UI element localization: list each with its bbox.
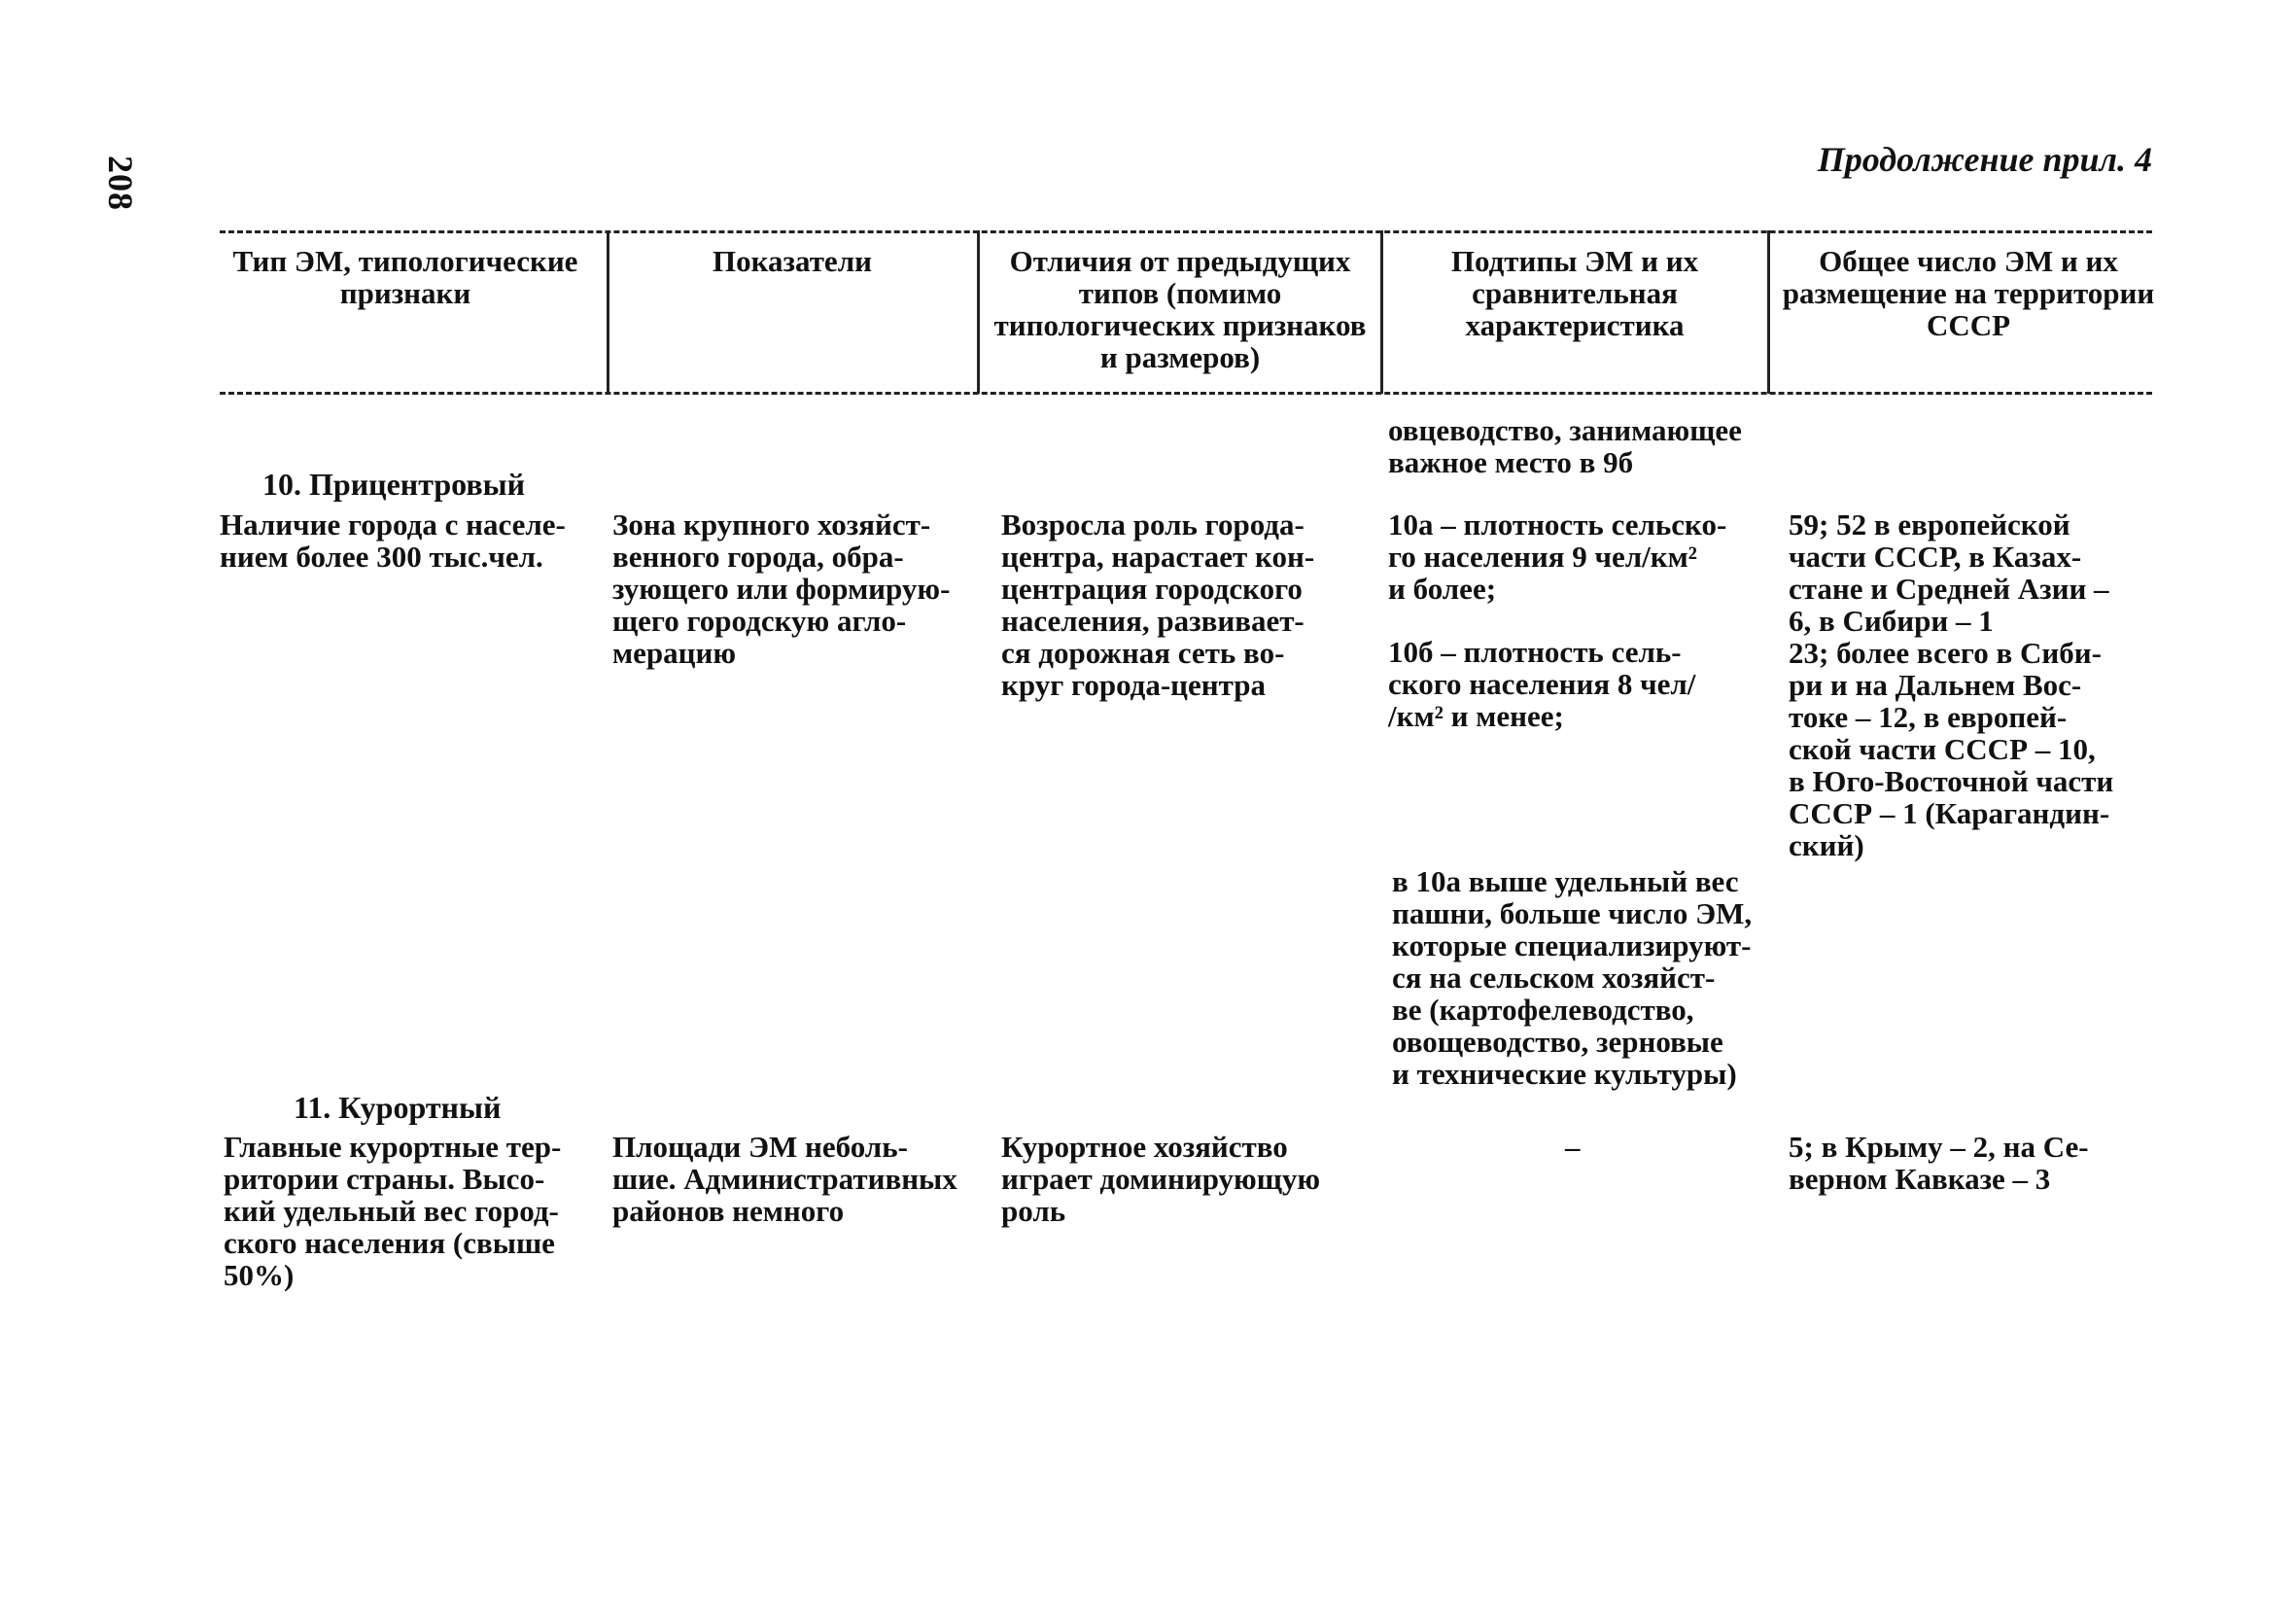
type-11-title: 11. Курортный bbox=[294, 1090, 502, 1125]
header-separator-2 bbox=[977, 230, 980, 394]
column-header-subtypes: Подтипы ЭМ и их сравнительная характеристика bbox=[1450, 244, 1699, 342]
type-11-differences: Курортное хозяйство играет доминирующую роль bbox=[1001, 1130, 1321, 1228]
column-header-differences: Отличия от предыдущих типов (помимо типологических признаков и размеров) bbox=[993, 244, 1367, 374]
column-header-indicators: Показатели bbox=[713, 244, 872, 278]
table-top-rule bbox=[220, 230, 2152, 233]
type-10-placement-a: 59; 52 в европейской части СССР, в Казах- стане и Средней Азии – 6, в Сибири – 1 bbox=[1789, 507, 2109, 638]
carryover-text: овцеводство, занимающее важное место в 9б bbox=[1388, 413, 1742, 479]
type-11-placement: 5; в Крыму – 2, на Се- верном Кавказе – 3 bbox=[1789, 1130, 2089, 1196]
type-11-indicators: Площади ЭМ неболь- шие. Административных районов немного bbox=[612, 1130, 957, 1228]
continuation-label: Продолжение прил. 4 bbox=[1817, 140, 2152, 179]
type-10-subtype-a: 10а – плотность сельско- го населения 9 чел/км² и более; bbox=[1388, 507, 1727, 606]
type-10-indicators: Зона крупного хозяйст- венного города, обра- зующего или формирую- щего городскую агло- мерацию bbox=[612, 507, 951, 670]
column-header-type: Тип ЭМ, типологические признаки bbox=[232, 244, 578, 310]
type-10-subtype-b: 10б – плотность сель- ского населения 8 чел/ /км² и менее; bbox=[1388, 635, 1696, 733]
type-10-title: 10. Прицентровый bbox=[262, 467, 526, 502]
header-separator-4 bbox=[1767, 230, 1770, 394]
type-10-placement-b: 23; более всего в Сиби- ри и на Дальнем Вос- токе – 12, в европей- ской части СССР – 10, в Юго-Восточной части СССР – 1 (Карагандин- ский) bbox=[1789, 636, 2114, 862]
table-header-bottom-rule bbox=[220, 392, 2152, 395]
column-header-placement: Общее число ЭМ и их размещение на территории СССР bbox=[1782, 244, 2155, 342]
header-separator-1 bbox=[607, 230, 609, 394]
header-separator-3 bbox=[1380, 230, 1383, 394]
page-number: 208 bbox=[101, 156, 140, 211]
type-11-features: Главные курортные тер- ритории страны. Высо- кий удельный вес город- ского населения (свыше 50%) bbox=[224, 1130, 562, 1292]
type-10-differences: Возросла роль города- центра, нарастает кон- центрация городского населения, развивает- ся дорожная сеть во- круг города-центра bbox=[1001, 507, 1315, 702]
type-10-comparison: в 10а выше удельный вес пашни, больше число ЭМ, которые специализируют- ся на сельском хозяйст- ве (картофелеводство, овощеводство, зерновые и технические культуры) bbox=[1392, 864, 1753, 1091]
type-10-features: Наличие города с населе- нием более 300 тыс.чел. bbox=[220, 507, 566, 574]
type-11-subtypes: – bbox=[1565, 1130, 1581, 1164]
